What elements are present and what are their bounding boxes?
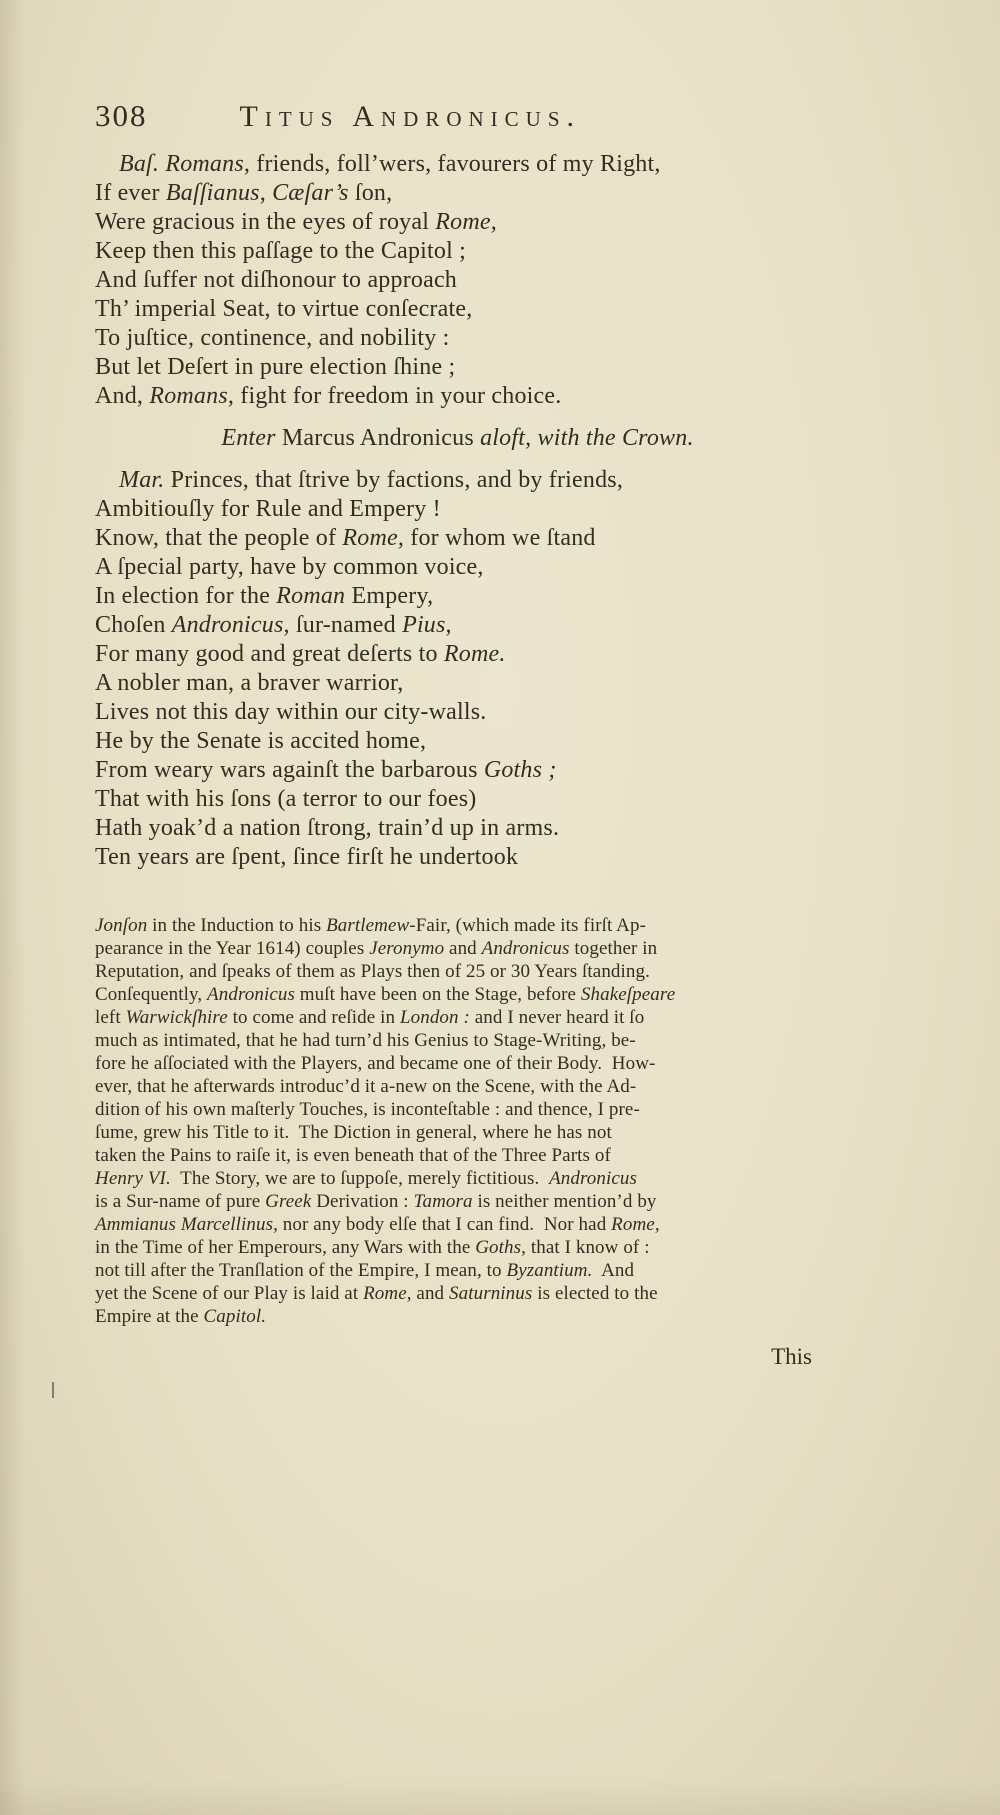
text-segment: to come and reſide in bbox=[227, 1007, 400, 1028]
text-segment: ſon, bbox=[348, 180, 393, 206]
verse-line bbox=[95, 208, 820, 237]
verse-line bbox=[95, 382, 820, 411]
text-segment: Marcus Andronicus bbox=[281, 425, 481, 451]
footnote-line bbox=[95, 1075, 820, 1098]
text-segment: Jonſon bbox=[95, 915, 148, 936]
footnote-line bbox=[95, 1282, 820, 1305]
verse-line bbox=[95, 669, 820, 698]
page-number: 308 bbox=[95, 98, 148, 133]
text-segment: in the Induction to his bbox=[147, 915, 327, 936]
text-segment: Greek bbox=[265, 1191, 312, 1212]
footnote-line bbox=[95, 1098, 820, 1121]
text-segment: And bbox=[592, 1260, 635, 1281]
play-text-block bbox=[95, 150, 820, 872]
text-segment: Andronicus bbox=[549, 1168, 637, 1189]
text-segment: He by the Senate is accited home, bbox=[95, 728, 427, 754]
verse-line bbox=[95, 324, 820, 353]
footnote-line bbox=[95, 1236, 820, 1259]
verse-line bbox=[95, 466, 820, 495]
verse-line bbox=[95, 553, 820, 582]
text-segment: Pius, bbox=[402, 612, 452, 638]
footnote-line bbox=[95, 1029, 820, 1052]
text-segment: Choſen bbox=[95, 612, 172, 638]
text-segment: Saturninus bbox=[449, 1283, 533, 1304]
text-segment: Capitol. bbox=[203, 1306, 267, 1327]
footnote-line bbox=[95, 1144, 820, 1167]
text-segment: London : bbox=[399, 1007, 470, 1028]
scan-artifact-mark bbox=[52, 1382, 54, 1398]
verse-line bbox=[95, 266, 820, 295]
verse-line bbox=[95, 495, 820, 524]
text-segment: ſur-named bbox=[289, 612, 403, 638]
text-segment: and I never heard it ſo bbox=[469, 1007, 645, 1028]
text-segment: ever, that he afterwards introduc’d it a-new on the Scene, with the Ad- bbox=[95, 1076, 637, 1097]
text-segment: The Story, we are to ſuppoſe, merely fictitious. bbox=[170, 1168, 550, 1189]
text-segment: From weary wars againſt the barbarous bbox=[95, 757, 484, 783]
text-segment: pearance in the Year 1614) couples bbox=[95, 938, 370, 959]
footnote-block bbox=[95, 914, 820, 1328]
text-segment: left bbox=[95, 1007, 126, 1028]
text-segment: Roman bbox=[276, 583, 346, 609]
text-segment: A nobler man, a braver warrior, bbox=[95, 670, 404, 696]
footnote-line bbox=[95, 1052, 820, 1075]
verse-line bbox=[95, 150, 820, 179]
text-segment: In election for the bbox=[95, 583, 277, 609]
verse-line bbox=[95, 353, 820, 382]
text-segment: Andronicus bbox=[481, 938, 570, 959]
text-segment: Ambitiouſly for Rule and Empery ! bbox=[95, 496, 441, 522]
text-segment: Keep then this paſſage to the Capitol ; bbox=[95, 238, 467, 264]
verse-line bbox=[95, 611, 820, 640]
text-segment: aloft, with the Crown. bbox=[480, 425, 694, 451]
footnote-line bbox=[95, 960, 820, 983]
text-segment: Know, that the people of bbox=[95, 525, 343, 551]
text-segment: To juſtice, continence, and nobility : bbox=[95, 325, 450, 351]
text-segment: Were gracious in the eyes of royal bbox=[95, 209, 436, 235]
verse-line bbox=[95, 582, 820, 611]
text-segment: taken the Pains to raiſe it, is even beneath that of the Three Parts of bbox=[95, 1145, 611, 1166]
text-segment: Tamora bbox=[413, 1191, 473, 1212]
text-segment: dition of his own maſterly Touches, is inconteſtable : and thence, I pre- bbox=[95, 1099, 640, 1120]
text-segment: Empery, bbox=[345, 583, 434, 609]
text-segment: Ammianus Marcellinus, bbox=[95, 1214, 278, 1235]
text-segment: that I know of : bbox=[525, 1237, 650, 1258]
text-segment: for whom we ſtand bbox=[404, 525, 596, 551]
text-segment: Rome, bbox=[611, 1214, 660, 1235]
text-segment: If ever bbox=[95, 180, 166, 206]
verse-line bbox=[95, 785, 820, 814]
text-segment: Warwickſhire bbox=[125, 1007, 228, 1028]
running-title: Titus Andronicus. bbox=[239, 100, 582, 133]
text-segment: friends, foll’wers, favourers of my Right, bbox=[250, 151, 661, 177]
text-segment: Rome, bbox=[342, 525, 405, 551]
text-segment: But let Deſert in pure election ſhine ; bbox=[95, 354, 456, 380]
text-segment: Rome, bbox=[435, 209, 497, 235]
text-segment: For many good and great deſerts to bbox=[95, 641, 444, 667]
footnote-line bbox=[95, 983, 820, 1006]
text-segment: Shakeſpeare bbox=[580, 984, 676, 1005]
text-segment: Rome, bbox=[363, 1283, 412, 1304]
text-segment: and bbox=[444, 938, 482, 959]
footnote-line bbox=[95, 1121, 820, 1144]
text-segment: Th’ imperial Seat, to virtue conſecrate, bbox=[95, 296, 473, 322]
text-segment: is a Sur-name of pure bbox=[95, 1191, 266, 1212]
text-segment: Ten years are ſpent, ſince firſt he undertook bbox=[95, 844, 519, 870]
catchword: This bbox=[771, 1344, 812, 1369]
text-segment: Enter bbox=[221, 425, 282, 451]
text-segment: yet the Scene of our Play is laid at bbox=[95, 1283, 364, 1304]
text-segment: muſt have been on the Stage, before bbox=[294, 984, 581, 1005]
verse-line bbox=[95, 814, 820, 843]
text-segment: Goths ; bbox=[483, 757, 557, 783]
footnote-line bbox=[95, 1305, 820, 1328]
text-segment: Andronicus bbox=[207, 984, 295, 1005]
verse-line bbox=[95, 424, 820, 453]
text-segment: Jeronymo bbox=[369, 938, 445, 959]
verse-line bbox=[95, 727, 820, 756]
text-segment: not till after the Tranſlation of the Empire, I mean, to bbox=[95, 1260, 507, 1281]
text-segment: Reputation, and ſpeaks of them as Plays then of 25 or 30 Years ſtanding. bbox=[95, 961, 650, 982]
text-segment: ſume, grew his Title to it. The Diction in general, where he has not bbox=[95, 1122, 612, 1143]
text-segment: and bbox=[411, 1283, 450, 1304]
text-segment: Derivation : bbox=[311, 1191, 414, 1212]
text-segment: Andronicus, bbox=[171, 612, 290, 638]
text-segment: Baſſianus, Cæſar’s bbox=[165, 180, 349, 206]
text-segment: Conſequently, bbox=[95, 984, 208, 1005]
footnote-line bbox=[95, 1259, 820, 1282]
text-segment: Empire at the bbox=[95, 1306, 204, 1327]
footnote-line bbox=[95, 1006, 820, 1029]
verse-line bbox=[95, 237, 820, 266]
text-segment: fore he aſſociated with the Players, and became one of their Body. How- bbox=[95, 1053, 656, 1074]
text-segment: Mar. bbox=[119, 467, 165, 493]
text-segment: much as intimated, that he had turn’d his Genius to Stage-Writing, be- bbox=[95, 1030, 636, 1051]
text-segment: Hath yoak’d a nation ſtrong, train’d up in arms. bbox=[95, 815, 560, 841]
text-segment: That with his ſons (a terror to our foes) bbox=[95, 786, 477, 812]
footnote-line bbox=[95, 914, 820, 937]
footnote-line bbox=[95, 1167, 820, 1190]
running-header bbox=[95, 98, 820, 134]
text-segment: is elected to the bbox=[532, 1283, 658, 1304]
text-segment: And, bbox=[95, 383, 150, 409]
text-segment: Lives not this day within our city-walls. bbox=[95, 699, 487, 725]
text-segment: Goths, bbox=[475, 1237, 526, 1258]
verse-line bbox=[95, 295, 820, 324]
verse-line bbox=[95, 179, 820, 208]
verse-line bbox=[95, 640, 820, 669]
footnote-line bbox=[95, 937, 820, 960]
text-segment: Fair, (which made its firſt Ap- bbox=[415, 915, 647, 936]
text-segment: Byzantium. bbox=[506, 1260, 593, 1281]
footnote-line bbox=[95, 1190, 820, 1213]
text-segment: Romans, bbox=[149, 383, 235, 409]
text-segment: is neither mention’d by bbox=[472, 1191, 657, 1212]
footnote-line bbox=[95, 1213, 820, 1236]
text-segment: Princes, that ſtrive by factions, and by friends, bbox=[164, 467, 624, 493]
text-segment: Bartlemew- bbox=[326, 915, 416, 936]
text-segment: Baſ. Romans, bbox=[119, 151, 251, 177]
text-segment: together in bbox=[569, 938, 658, 959]
text-segment: in the Time of her Emperours, any Wars with the bbox=[95, 1237, 476, 1258]
text-segment: nor any body elſe that I can find. Nor had bbox=[277, 1214, 612, 1235]
text-segment: Henry VI. bbox=[95, 1168, 171, 1189]
text-segment: A ſpecial party, have by common voice, bbox=[95, 554, 484, 580]
text-segment: fight for freedom in your choice. bbox=[234, 383, 562, 409]
text-segment: Rome. bbox=[443, 641, 506, 667]
verse-line bbox=[95, 756, 820, 785]
verse-line bbox=[95, 698, 820, 727]
verse-line bbox=[95, 843, 820, 872]
text-segment: And ſuffer not diſhonour to approach bbox=[95, 267, 458, 293]
verse-line bbox=[95, 524, 820, 553]
